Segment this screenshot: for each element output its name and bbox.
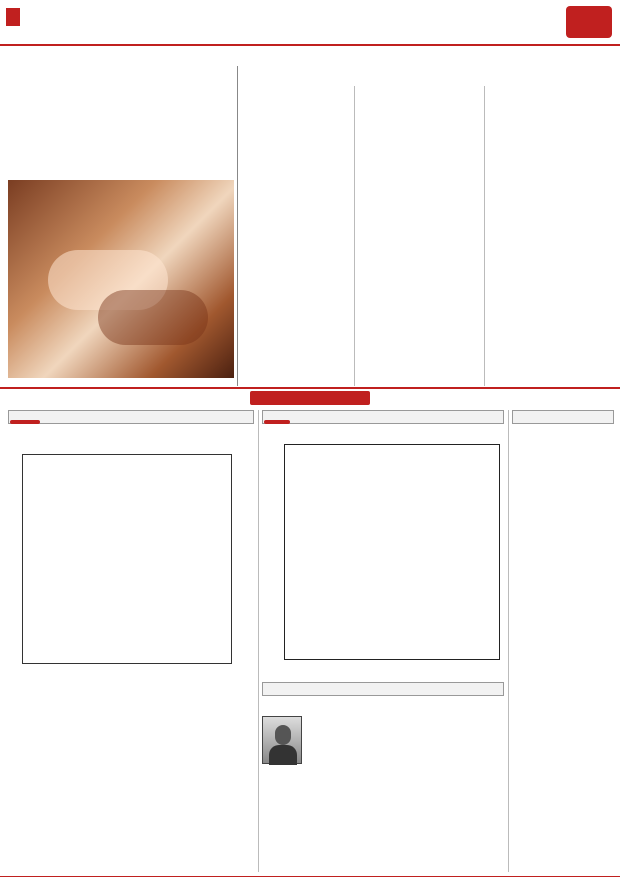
article-left-col-2 bbox=[8, 86, 118, 176]
martyr-will bbox=[306, 712, 380, 872]
martyr-section-header bbox=[262, 682, 504, 696]
sudoku-header bbox=[262, 410, 504, 424]
section-tag-label bbox=[304, 50, 316, 58]
article-right-col-3 bbox=[240, 86, 350, 386]
sudoku-badge bbox=[264, 420, 290, 424]
page-header bbox=[0, 0, 620, 46]
crossword-horizontal-clues bbox=[130, 672, 254, 874]
newspaper-logo bbox=[566, 6, 612, 38]
martyr-portrait bbox=[262, 716, 302, 764]
story-body bbox=[512, 440, 614, 872]
martyr-name bbox=[306, 700, 502, 706]
crossword-grid[interactable] bbox=[22, 454, 232, 664]
story-section-header bbox=[512, 410, 614, 424]
crossword-header bbox=[8, 410, 254, 424]
martyr-info bbox=[384, 712, 504, 872]
article-left-col-1 bbox=[124, 86, 234, 176]
wedding-hands-photo bbox=[8, 180, 234, 378]
article-right-col-2 bbox=[358, 86, 482, 386]
puzzle-banner bbox=[250, 391, 370, 405]
martyr-will-2 bbox=[262, 770, 302, 872]
sudoku-grid[interactable] bbox=[284, 444, 500, 660]
crossword-badge bbox=[10, 420, 40, 424]
crossword-vertical-clues bbox=[8, 672, 126, 874]
page-footer bbox=[0, 876, 620, 885]
page-number bbox=[6, 8, 20, 26]
section-tag bbox=[0, 50, 620, 60]
article-right-col-1 bbox=[488, 86, 614, 386]
